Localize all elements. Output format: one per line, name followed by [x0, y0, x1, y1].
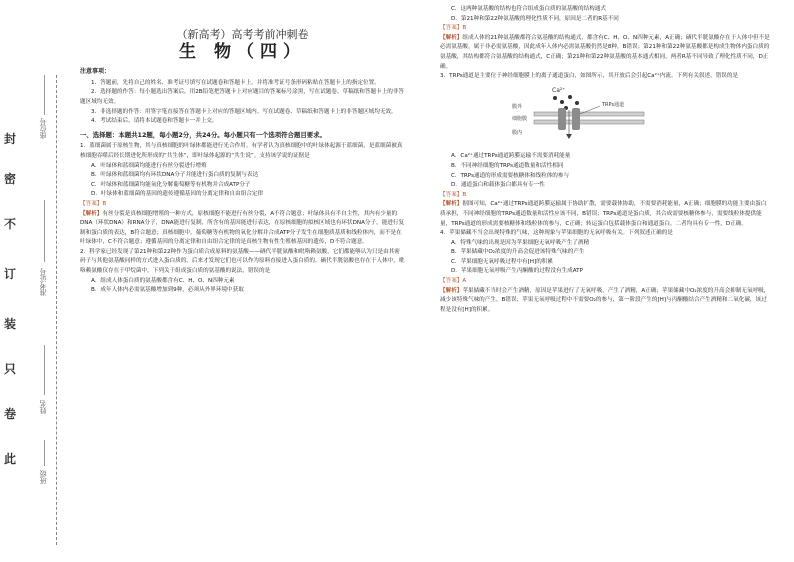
question-stem: 2．科学家已经发现了第21种和第22种作为蛋白质合成原料的氨基酸——硒代半胱氨酸和吡咯赖氨酸，它们都能够认为只是由其密码子与其他氨基酸同样的方式进入蛋白质的，后来才发现它们也可以作为原料直接进入蛋白质的。硒代半胱氨酸也存在于人体中，吡咯赖氨酸仅存在于甲烷菌中。下列关于组成蛋白质的氨基酸的说法，错误的是: [80, 248, 405, 275]
answer: 【答案】A: [440, 278, 467, 285]
seat-number-label: 座位号: [39, 118, 47, 139]
option: A．组成人体蛋白质的氨基酸都含有C、H、O、N四种元素: [91, 277, 235, 284]
answer: 【答案】B: [440, 25, 467, 32]
section-heading: 一、选择题：本题共12题，每小题2分，共24分。每小题只有一个选项符合题目要求。: [80, 130, 326, 139]
option: B．苹果储藏中O₂浓度的升高会促进该特殊气味的产生: [451, 249, 585, 256]
analysis-label: 【解析】: [440, 287, 463, 294]
channel-label: TRPs通道: [602, 101, 625, 108]
exam-title: （新高考）高考考前冲刺卷: [176, 28, 309, 41]
analysis-text: 苹果储藏不当时会产生酒精，原因是苹果进行了无氧呼吸，产生了酒精，A正确；苹果储藏中O₂浓度的升高会抑制无氧呼吸，减少该特殊气味的产生，B错误；苹果无氧呼吸过程中不需要O₂的参与，第一阶段产生的[H]与丙酮酸结合产生酒精和二氧化碳，该过程是没有[H]的积累。: [440, 287, 770, 313]
binding-char: 装: [4, 317, 17, 331]
note-item: 3．非选择题的作答：用签字笔直接答在答题卡上对应的答题区域内。写在试题卷、草稿纸和答题卡上的非答题区域均无效。: [91, 108, 397, 115]
analysis-label: 【解析】: [80, 210, 103, 217]
left-column: [80, 30, 405, 296]
option: D．第21种和第22种氨基酸的理化性质不同，原因是二者的R基不同: [451, 15, 619, 22]
class-label: 班级: [39, 470, 47, 484]
analysis-text: 有丝分裂是真核细胞增殖的一种方式，原核细胞不能进行有丝分裂，A不符合题意；叶绿体具有半自主性，其内有少量的DNA（环状DNA）和RNA分子，DNA能进行复制，所含有的基因能进行表达，在原核细胞的拟核区域也有环状DNA分子，能进行复制和蛋白质的表达，B符合题意；真核细胞中，葡萄糖等有机物的氧化分解并合成ATP分子发生在细胞质基质和线粒体内，而不是在叶绿体中，C不符合题意；遵循基因的分离定律和自由组合定律的是真核生物有性生殖核基因的遗传，D不符合题意。: [80, 210, 405, 246]
option: A．Ca²⁺通过TRPs通道跨膜运输不需要消耗能量: [451, 153, 571, 160]
option: D．叶绿体和蓝细菌的基因的遗传遵循基因的分离定律和自由组合定律: [91, 191, 264, 198]
exam-id-label: 准考证号: [39, 268, 47, 296]
binding-char: 卷: [4, 407, 17, 421]
analysis-text: 组成人体的21种氨基酸都符合氨基酸的结构通式，都含有C、H、O、N四种元素，A正确；硒代半胱氨酸存在于人体中但不是必需氨基酸，属于非必需氨基酸，因此成年人体内必需氨基酸仍然是8种，B错误；第21种和第22种氨基酸都是构成生物体内蛋白质的氨基酸，其结构都符合氨基酸的结构通式，C正确；第21种和第22种氨基酸的基本通式相同，两者R基不同导致了理化性质不同，D正确。: [440, 34, 770, 70]
channel-protein-left: [558, 108, 566, 130]
binding-char: 只: [4, 362, 17, 376]
question-stem: 1．蓝细菌属于原核生物，其与真核细胞的叶绿体都能进行光合作用。有学者认为真核细胞中的叶绿体起源于蓝细菌，是蓝细菌被真核细胞吞噬后经长期进化所形成的“共生体”，即叶绿体起源的“共生说”。支持该学说的证据是: [80, 143, 403, 159]
option: D．通道蛋白和载体蛋白都具有专一性: [451, 182, 545, 189]
notes-heading: 注意事项：: [80, 68, 111, 76]
option: C．苹果细胞无氧呼吸过程中有[H]的积累: [451, 258, 553, 265]
binding-strip: [0, 0, 70, 562]
ion-dot: [575, 101, 579, 105]
option: B．叶绿体和蓝细菌均有环状DNA分子并能进行蛋白质的复制与表达: [91, 172, 259, 179]
answer: 【答案】B: [440, 191, 467, 198]
option: D．苹果细胞无氧呼吸产生丙酮酸的过程没有生成ATP: [451, 268, 583, 275]
membrane-lower: [534, 120, 644, 124]
channel-protein-right: [572, 108, 580, 130]
binding-char: 此: [4, 452, 17, 466]
option: C．TRPs通道的形成需要核糖体和线粒体的参与: [451, 172, 570, 179]
binding-char: 订: [4, 267, 17, 281]
membrane-label: 细胞膜: [512, 115, 528, 122]
analysis-label: 【解析】: [440, 34, 463, 41]
option: A．叶绿体和蓝细菌均能进行有丝分裂进行增殖: [91, 162, 207, 169]
note-item: 2．选择题的作答：每小题选出答案后，用2B铅笔把答题卡上对应题目的答案标号涂黑，写在试题卷、草稿纸和答题卡上的非答题区域均无效。: [80, 89, 405, 105]
analysis-label: 【解析】: [440, 201, 463, 208]
outside-label: 膜外: [512, 103, 523, 110]
question-stem: 3．TRPs通道是主要位于神经细胞膜上的离子通道蛋白，如图所示，其开放后会引起Ca²⁺内流。下列有关叙述，错误的是: [440, 73, 739, 80]
option: B．不同神经细胞的TRPs通道数量和活性相同: [451, 162, 564, 169]
inside-label: 膜内: [512, 129, 523, 136]
subject-title: 生 物（四）: [179, 41, 306, 62]
ion-dot: [568, 95, 572, 99]
ion-dot: [560, 100, 564, 104]
ion-label: Ca²⁺: [552, 86, 566, 94]
membrane-upper: [534, 112, 644, 116]
binding-dashed-line: [56, 75, 57, 545]
ion-flow-arrowhead: [566, 134, 572, 139]
option: C．叶绿体和蓝细菌均能氧化分解葡萄糖等有机物并合成ATP分子: [91, 181, 251, 188]
trps-channel-figure: [510, 84, 660, 146]
question-stem: 4．苹果储藏不当会出现特殊的气味，这种现象与苹果细胞的无氧呼吸有关。下列叙述正确的是: [440, 230, 673, 237]
right-column: [440, 5, 770, 315]
binding-char: 封: [4, 132, 17, 146]
note-item: 4．考试结束后，请将本试题卷和答题卡一并上交。: [91, 118, 218, 125]
binding-char: 不: [4, 217, 17, 231]
option: C．这两种氨基酸的结构也符合组成蛋白质的氨基酸的结构通式: [451, 6, 606, 12]
binding-char: 密: [4, 172, 17, 186]
option: A．特殊气味的出现是因为苹果细胞无氧呼吸产生了酒精: [451, 239, 590, 246]
note-item: 1．答题前，先将自己的姓名、准考证号填写在试题卷和答题卡上，并将准考证号条形码粘贴在答题卡上的指定位置。: [91, 79, 380, 86]
answer: 【答案】B: [80, 200, 107, 207]
name-label: 姓名: [39, 400, 47, 414]
option: B．成年人体内必需氨基酸增加到9种，必须从外界环境中获取: [91, 287, 244, 294]
analysis-text: 据图可知，Ca²⁺通过TRPs通道跨膜运输属于协助扩散，需要载体协助，不需要消耗能量，A正确；细胞膜的功能主要由蛋白质承担，不同神经细胞的TRPs通道数量和活性应该不同，B错误；TRPs通道是蛋白质，其合成需要核糖体参与，需要线粒体提供能量，TRPs通道的形成需要核糖体和线粒体的参与，C正确；转运蛋白包括载体蛋白和通道蛋白，二者均具有专一性，D正确。: [440, 201, 767, 227]
ion-dot: [553, 96, 557, 100]
